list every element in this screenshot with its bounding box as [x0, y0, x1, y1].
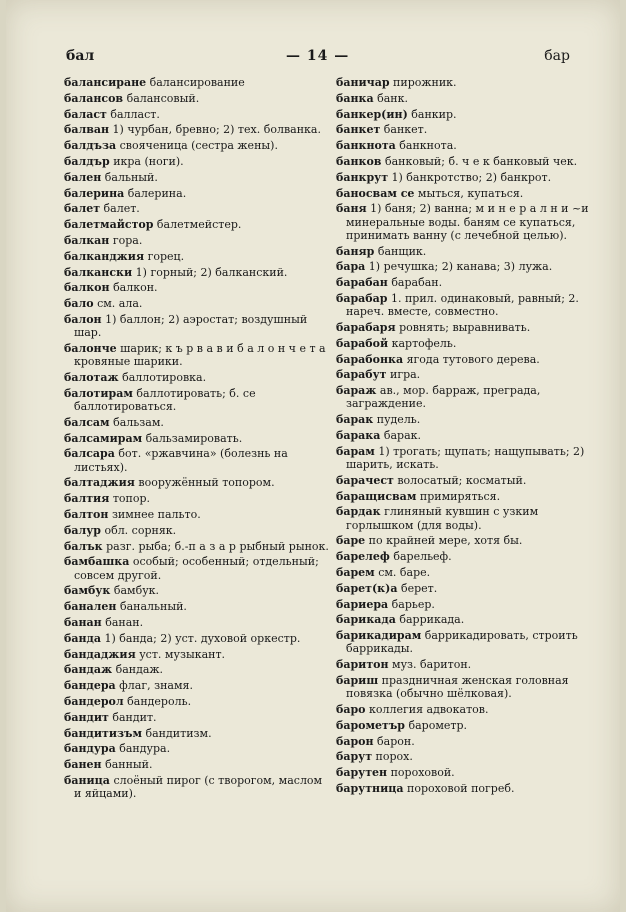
entry-definition: свояченица (сестра жены). [119, 139, 278, 153]
entry-definition: банкнота. [399, 139, 457, 153]
entry-definition: муз. баритон. [392, 658, 472, 672]
page-number: — 14 — [286, 48, 350, 64]
entry-headword: бандаджия [64, 647, 136, 661]
entry-definition: балансовый. [126, 91, 200, 105]
dictionary-entry [64, 371, 332, 384]
dictionary-entry [336, 674, 590, 700]
entry-headword: баласт [64, 107, 107, 121]
dictionary-entry [336, 321, 590, 334]
entry-headword: барикада [336, 613, 396, 627]
dictionary-entry [336, 187, 590, 200]
entry-headword: бандит [64, 710, 109, 724]
entry-headword: банкет [336, 123, 381, 137]
entry-definition: см. баре. [378, 565, 431, 579]
entry-headword: барак [336, 413, 374, 427]
entry-definition: уст. музыкант. [139, 647, 226, 661]
entry-headword: бамбук [64, 584, 111, 598]
entry-definition: мыться, купаться. [417, 186, 524, 200]
entry-definition: разг. рыба; б.-п а з а р рыбный рынок. [106, 539, 329, 553]
entry-headword: барачест [336, 473, 394, 487]
entry-headword: барабут [336, 368, 387, 382]
entry-headword: барут [336, 750, 373, 764]
entry-headword: банкер(ин) [336, 107, 408, 121]
dictionary-entry [336, 534, 590, 547]
entry-definition: глиняный кувшин с узким горлышком (для воды). [346, 505, 539, 532]
entry-definition: примиряться. [419, 489, 501, 503]
entry-definition: икра (ноги). [113, 154, 184, 168]
entry-definition: бальный. [104, 170, 158, 184]
dictionary-entry [336, 429, 590, 442]
dictionary-entry [336, 171, 590, 184]
entry-headword: балсара [64, 447, 115, 461]
dictionary-entry [336, 155, 590, 168]
dictionary-entry [64, 92, 332, 105]
entry-definition: вооружённый топором. [138, 476, 275, 490]
entry-headword: банален [64, 600, 117, 614]
dictionary-entry [336, 276, 590, 289]
entry-headword: балерина [64, 186, 125, 200]
entry-headword: баритон [336, 658, 389, 672]
entry-definition: бамбук. [113, 584, 160, 598]
entry-headword: балтон [64, 507, 109, 521]
left-column [64, 76, 332, 803]
entry-definition: порох. [375, 750, 413, 764]
entry-headword: балон [64, 312, 102, 326]
entry-definition: банкет. [383, 123, 428, 137]
entry-definition: по крайней мере, хотя бы. [368, 534, 523, 548]
entry-definition: банщик. [377, 244, 427, 258]
entry-headword: барака [336, 428, 381, 442]
dictionary-entry [64, 447, 332, 473]
entry-definition: горец. [147, 249, 185, 263]
dictionary-entry [64, 600, 332, 613]
entry-definition: особый; особенный; отдельный; совсем другой. [74, 555, 319, 582]
entry-definition: банан. [105, 615, 144, 629]
entry-definition: обл. сорняк. [104, 523, 177, 537]
entry-definition: банк. [377, 91, 408, 105]
entry-headword: балтия [64, 492, 110, 506]
entry-definition: шарик; к ъ р в а в и б а л о н ч е т а кровяные шарики. [74, 341, 326, 369]
entry-definition: 1) чурбан, бревно; 2) тех. болванка. [112, 123, 321, 137]
entry-definition: волосатый; косматый. [397, 473, 527, 487]
entry-headword: баращисвам [336, 489, 417, 503]
dictionary-entry [64, 774, 332, 800]
entry-headword: барон [336, 734, 374, 748]
entry-definition: 1) речушка; 2) канава; 3) лужа. [368, 260, 553, 274]
entry-definition: пороховой погреб. [406, 781, 515, 795]
dictionary-entry [336, 337, 590, 350]
page-header [66, 48, 590, 70]
entry-headword: бардак [336, 505, 381, 519]
entry-headword: балетмайстор [64, 218, 154, 232]
entry-definition: коллегия адвокатов. [369, 702, 489, 716]
entry-headword: бариш [336, 673, 379, 687]
dictionary-entry [336, 490, 590, 503]
entry-definition: пудель. [376, 413, 421, 427]
dictionary-entry [64, 387, 332, 413]
dictionary-entry [64, 250, 332, 263]
entry-headword: бараж [336, 384, 377, 398]
dictionary-entry [336, 202, 590, 242]
entry-headword: барикадирам [336, 629, 422, 643]
dictionary-entry [64, 727, 332, 740]
entry-definition: банальный. [119, 600, 187, 614]
dictionary-entry [64, 234, 332, 247]
dictionary-entry [64, 508, 332, 521]
dictionary-entry [64, 139, 332, 152]
dictionary-entry [64, 584, 332, 597]
entry-definition: берет. [400, 581, 438, 595]
dictionary-entry [64, 187, 332, 200]
dictionary-entry [336, 92, 590, 105]
dictionary-entry [336, 550, 590, 563]
entry-definition: топор. [112, 492, 151, 506]
entry-headword: балет [64, 202, 101, 216]
dictionary-entry [64, 632, 332, 645]
entry-definition: бальзамировать. [145, 431, 243, 445]
dictionary-entry [336, 123, 590, 136]
dictionary-entry [336, 260, 590, 273]
entry-definition: барельеф. [393, 550, 452, 564]
entry-definition: бот. «ржавчина» (болезнь на листьях). [74, 447, 288, 474]
entry-headword: барутен [336, 766, 388, 780]
dictionary-entry [336, 384, 590, 410]
dictionary-entry [64, 679, 332, 692]
entry-definition: балкон. [113, 281, 158, 295]
entry-headword: барабой [336, 336, 389, 350]
entry-headword: барабаря [336, 320, 396, 334]
entry-headword: банан [64, 615, 102, 629]
entry-definition: балерина. [127, 186, 187, 200]
dictionary-entry [336, 719, 590, 732]
entry-headword: балкан [64, 233, 110, 247]
entry-headword: бандера [64, 679, 116, 693]
entry-headword: бара [336, 260, 366, 274]
entry-headword: балкански [64, 265, 133, 279]
entry-headword: баре [336, 534, 366, 548]
entry-definition: картофель. [391, 336, 457, 350]
entry-headword: бамбашка [64, 555, 130, 569]
entry-definition: пирожник. [393, 76, 457, 89]
entry-headword: балък [64, 539, 103, 553]
dictionary-entry [336, 474, 590, 487]
dictionary-entry [64, 663, 332, 676]
entry-headword: бален [64, 170, 102, 184]
entry-definition: банный. [105, 758, 153, 772]
entry-headword: барутница [336, 781, 404, 795]
entry-definition: 1) банда; 2) уст. духовой оркестр. [104, 631, 301, 645]
entry-headword: балканджия [64, 249, 145, 263]
entry-headword: баро [336, 702, 366, 716]
entry-headword: барабар [336, 291, 388, 305]
entry-definition: барометр. [408, 718, 468, 732]
dictionary-entry [64, 76, 332, 89]
entry-headword: баня [336, 202, 367, 216]
dictionary-entry [64, 123, 332, 136]
dictionary-entry [64, 758, 332, 771]
entry-definition: балласт. [110, 107, 160, 121]
entry-headword: банкнота [336, 139, 396, 153]
dictionary-entry [64, 492, 332, 505]
entry-headword: балван [64, 123, 110, 137]
entry-headword: барабан [336, 276, 388, 290]
entry-definition: гора. [112, 233, 143, 247]
entry-headword: барем [336, 565, 375, 579]
dictionary-entry [64, 297, 332, 310]
entry-headword: балсам [64, 415, 110, 429]
entry-headword: барометър [336, 718, 405, 732]
entry-headword: баница [64, 773, 110, 787]
entry-definition: флаг, знамя. [119, 679, 193, 693]
entry-headword: балкон [64, 281, 110, 295]
entry-headword: бандура [64, 742, 116, 756]
dictionary-entry [336, 566, 590, 579]
entry-headword: бариера [336, 597, 389, 611]
entry-definition: пороховой. [390, 766, 455, 780]
entry-definition: бандитизм. [145, 726, 212, 740]
entry-headword: барабонка [336, 352, 404, 366]
dictionary-entry [64, 616, 332, 629]
entry-headword: баносвам се [336, 186, 415, 200]
entry-headword: бандаж [64, 663, 113, 677]
entry-definition: балетмейстер. [156, 218, 242, 232]
dictionary-entry [64, 218, 332, 231]
dictionary-entry [336, 413, 590, 426]
dictionary-entry [64, 555, 332, 581]
entry-definition: баррикада. [399, 613, 465, 627]
entry-definition: балансирование [149, 76, 245, 89]
entry-headword: балотирам [64, 386, 133, 400]
entry-definition: 1) баня; 2) ванна; м и н е р а л н и ~и минеральные воды. баням се купаться, принимать ванну (с лечебной целью). [346, 202, 589, 242]
dictionary-entry [64, 342, 332, 368]
entry-headword: барелеф [336, 550, 390, 564]
entry-headword: бандерол [64, 694, 124, 708]
dictionary-entry [64, 432, 332, 445]
dictionary-entry [64, 476, 332, 489]
entry-headword: бало [64, 297, 94, 311]
entry-definition: балет. [103, 202, 140, 216]
entry-headword: балансиране [64, 76, 147, 89]
entry-headword: балдъза [64, 139, 117, 153]
dictionary-entry [336, 245, 590, 258]
dictionary-entry [64, 742, 332, 755]
entry-definition: см. ала. [97, 297, 143, 311]
dictionary-entry [64, 313, 332, 339]
entry-headword: бандитизъм [64, 726, 142, 740]
entry-definition: 1) трогать; щупать; нащупывать; 2) шарить, искать. [346, 444, 585, 471]
dictionary-entry [64, 648, 332, 661]
entry-headword: балансов [64, 91, 124, 105]
entry-headword: балур [64, 523, 101, 537]
entry-headword: банков [336, 154, 382, 168]
entry-headword: банкрут [336, 170, 389, 184]
entry-headword: балсамирам [64, 431, 143, 445]
entry-definition: бандура. [119, 742, 171, 756]
dictionary-entry [64, 108, 332, 121]
entry-headword: балтаджия [64, 476, 135, 490]
entry-definition: баррикадировать, строить баррикады. [346, 629, 578, 656]
dictionary-entry [336, 582, 590, 595]
entry-definition: банкир. [411, 107, 457, 121]
header-left-guide-word: бал [66, 48, 95, 64]
dictionary-entry [336, 750, 590, 763]
entry-definition: 1) банкротство; 2) банкрот. [391, 170, 552, 184]
dictionary-entry [64, 540, 332, 553]
entry-headword: банка [336, 91, 374, 105]
dictionary-entry [64, 695, 332, 708]
entry-definition: бандаж. [115, 663, 164, 677]
entry-definition: ав., мор. барраж, преграда, заграждение. [346, 384, 541, 411]
entry-definition: барабан. [391, 276, 443, 290]
entry-headword: баничар [336, 76, 390, 89]
dictionary-entry [64, 266, 332, 279]
dictionary-entry [336, 445, 590, 471]
dictionary-entry [336, 629, 590, 655]
entry-definition: бальзам. [113, 415, 164, 429]
entry-headword: барам [336, 444, 375, 458]
entry-definition: игра. [389, 368, 421, 382]
entry-definition: баллотировать; б. се баллотироваться. [74, 386, 256, 413]
entry-definition: банковый; б. ч е к банковый чек. [384, 154, 578, 168]
dictionary-entry [336, 76, 590, 89]
entry-headword: баняр [336, 244, 375, 258]
entry-headword: балонче [64, 341, 117, 355]
dictionary-entry [64, 281, 332, 294]
dictionary-entry [64, 202, 332, 215]
dictionary-entry [336, 108, 590, 121]
dictionary-entry [336, 598, 590, 611]
entry-headword: барет(к)а [336, 581, 398, 595]
entry-definition: ягода тутового дерева. [406, 352, 540, 366]
dictionary-entry [336, 353, 590, 366]
entry-definition: 1. прил. одинаковый, равный; 2. нареч. вместе, совместно. [346, 291, 579, 319]
dictionary-entry [64, 524, 332, 537]
dictionary-entry [336, 735, 590, 748]
entry-definition: баллотировка. [122, 370, 207, 384]
entry-definition: барак. [383, 428, 422, 442]
entry-definition: праздничная женская головная повязка (обычно шёлковая). [346, 673, 569, 701]
dictionary-entry [336, 658, 590, 671]
right-column [336, 76, 590, 798]
entry-headword: балдър [64, 154, 110, 168]
entry-definition: зимнее пальто. [111, 507, 201, 521]
dictionary-entry [64, 171, 332, 184]
dictionary-page [6, 0, 620, 912]
dictionary-entry [64, 711, 332, 724]
entry-definition: бандит. [112, 710, 157, 724]
entry-definition: 1) баллон; 2) аэростат; воздушный шар. [74, 312, 308, 340]
header-right-guide-word: бар [544, 48, 570, 64]
entry-definition: слоёный пирог (с творогом, маслом и яйцами). [74, 773, 323, 801]
dictionary-entry [336, 368, 590, 381]
dictionary-entry [64, 155, 332, 168]
dictionary-entry [336, 505, 590, 531]
entry-definition: барон. [377, 734, 415, 748]
entry-headword: банен [64, 758, 102, 772]
dictionary-entry [336, 782, 590, 795]
dictionary-entry [64, 416, 332, 429]
entry-definition: бандероль. [127, 694, 192, 708]
entry-definition: ровнять; выравнивать. [399, 320, 531, 334]
dictionary-entry [336, 292, 590, 318]
entry-definition: барьер. [391, 597, 435, 611]
dictionary-entry [336, 139, 590, 152]
dictionary-entry [336, 766, 590, 779]
dictionary-entry [336, 613, 590, 626]
entry-headword: балотаж [64, 370, 119, 384]
dictionary-entry [336, 703, 590, 716]
entry-definition: 1) горный; 2) балканский. [135, 265, 288, 279]
entry-headword: банда [64, 631, 101, 645]
